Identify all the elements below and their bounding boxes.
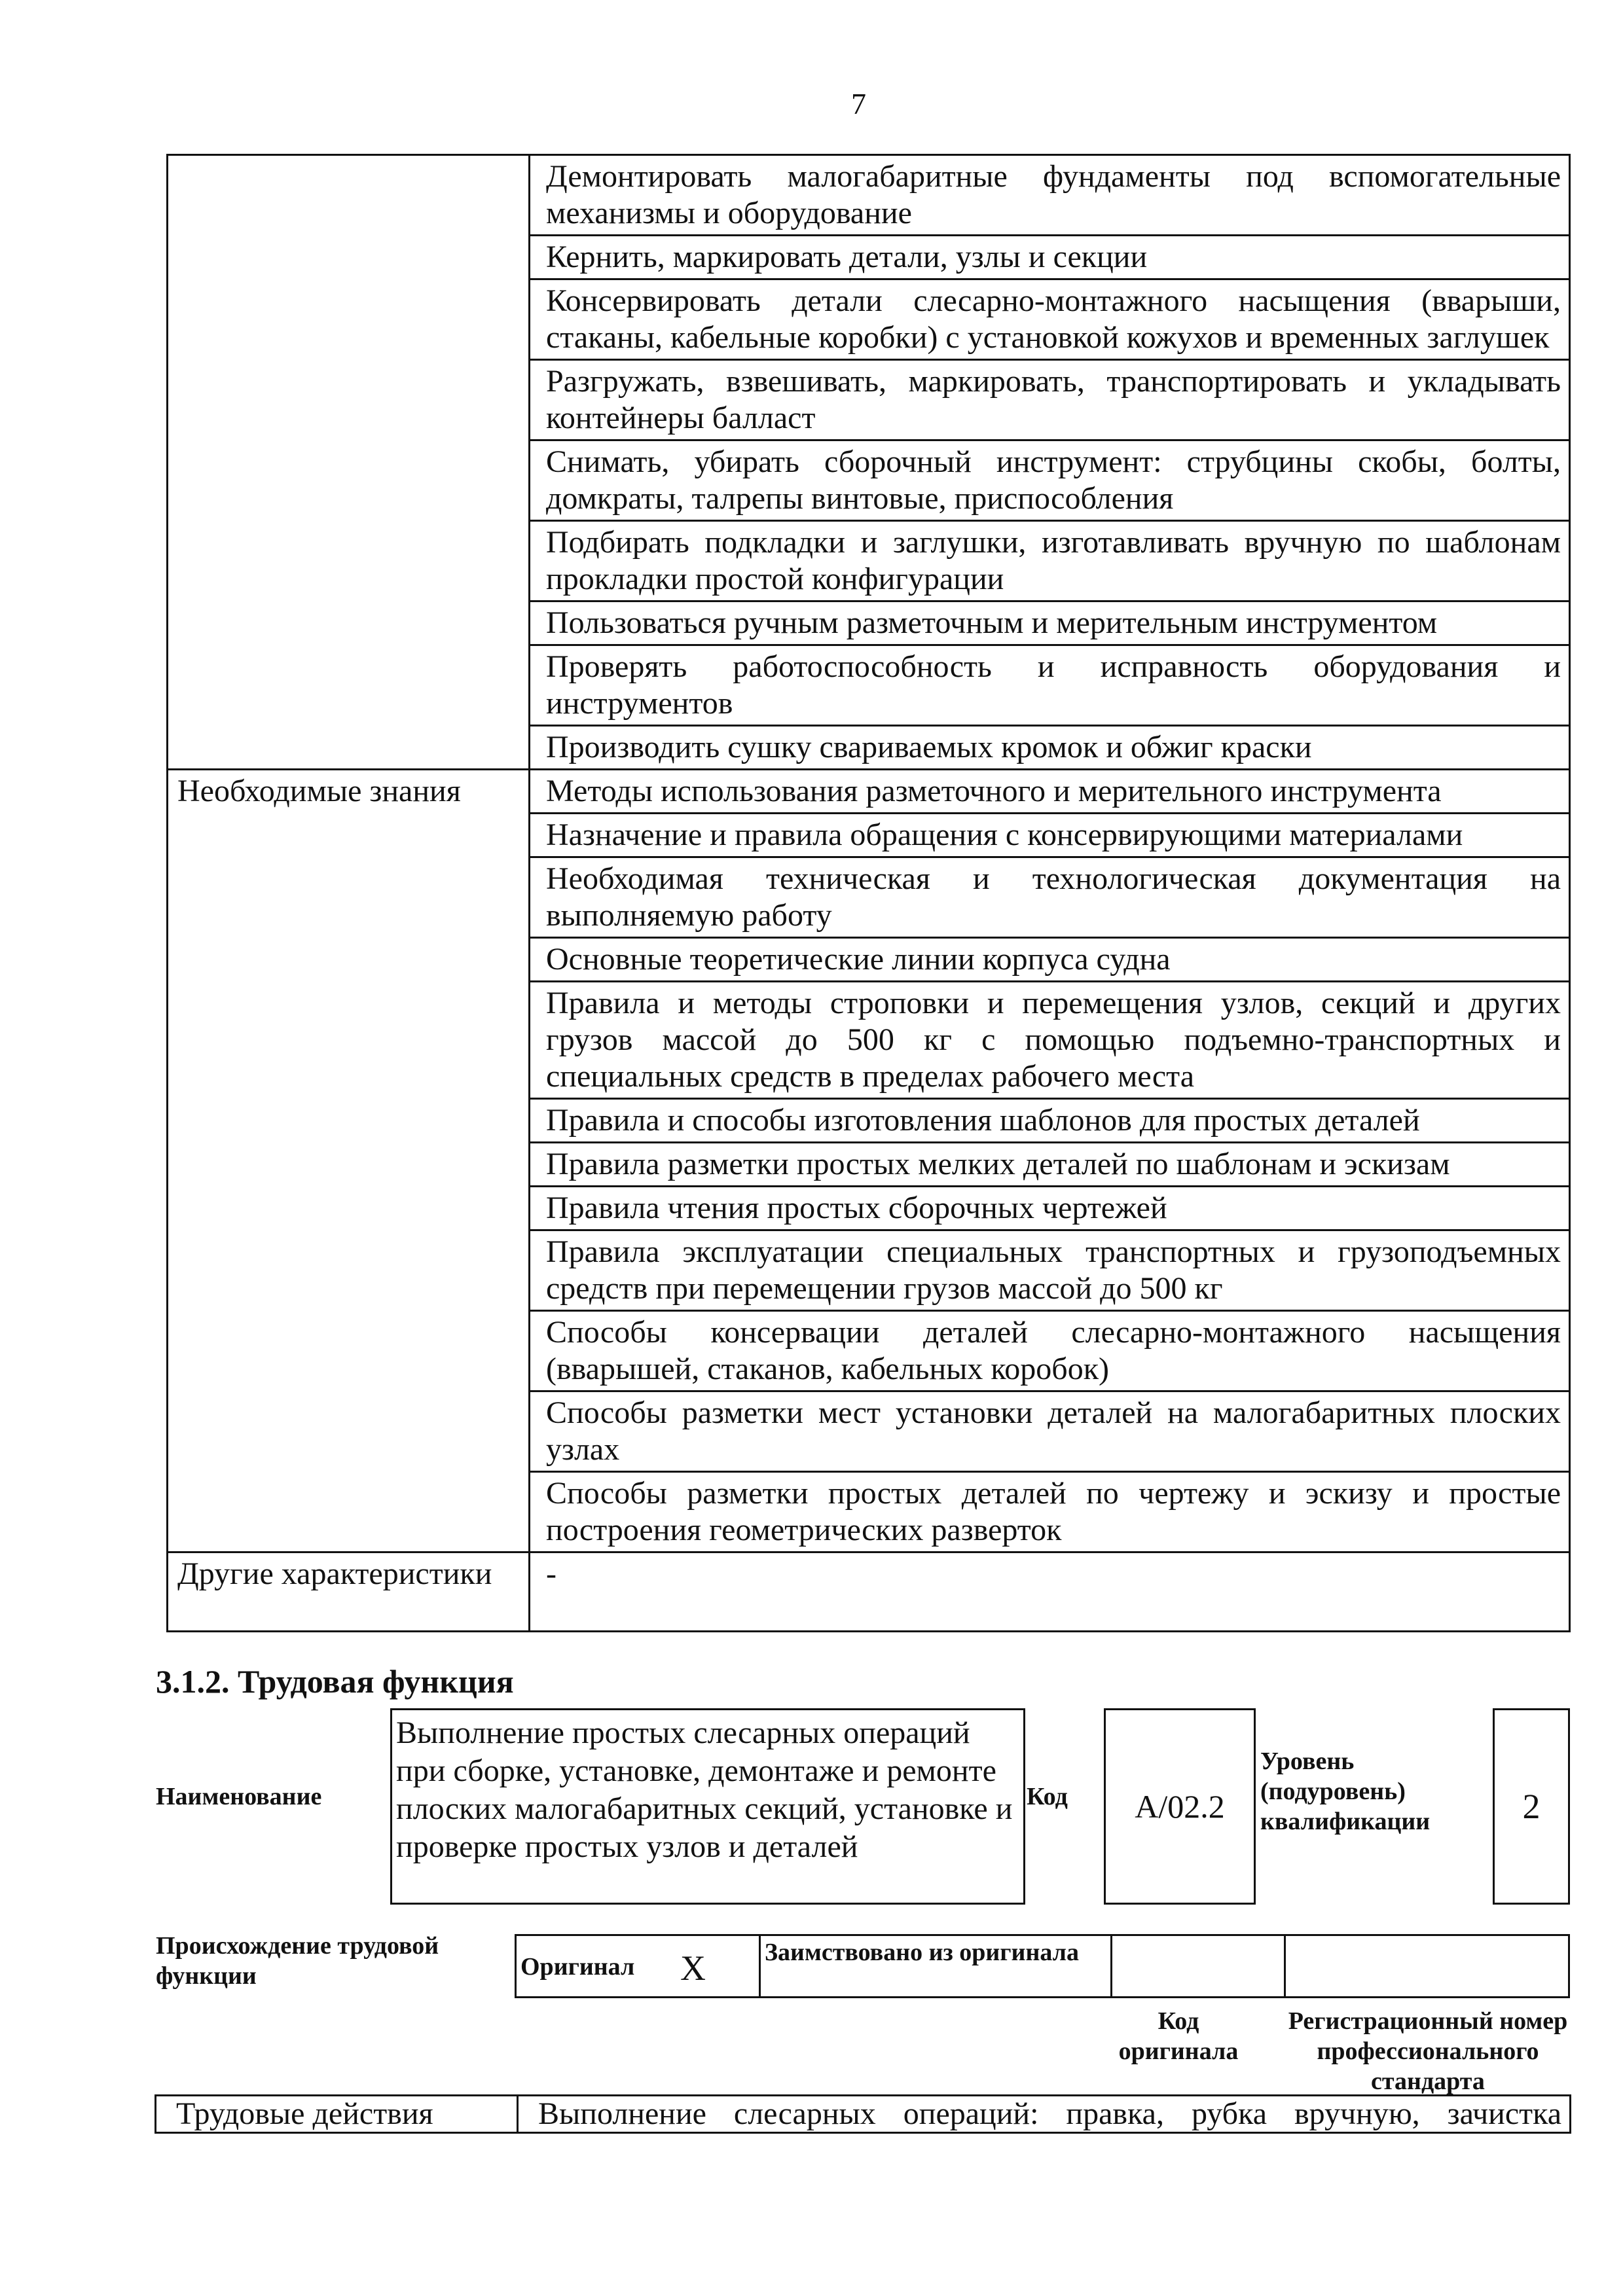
labor-actions-row bbox=[155, 2094, 1571, 2134]
knowledge-cell: Правила эксплуатации специальных транспортных и грузоподъемных средств при перемещении грузов массой до 500 кг bbox=[530, 1230, 1570, 1311]
skill-cell: Производить сушку свариваемых кромок и обжиг краски bbox=[530, 726, 1570, 770]
knowledge-cell: Правила разметки простых мелких деталей по шаблонам и эскизам bbox=[530, 1143, 1570, 1187]
code-label: Код bbox=[1027, 1783, 1068, 1810]
skill-cell: Пользоваться ручным разметочным и мерительным инструментом bbox=[530, 601, 1570, 645]
reg-number-cell bbox=[1284, 1934, 1570, 1998]
knowledge-cell: Правила и способы изготовления шаблонов для простых деталей bbox=[530, 1099, 1570, 1143]
original-mark: X bbox=[680, 1948, 706, 1988]
name-label: Наименование bbox=[156, 1783, 322, 1810]
code-original-cell bbox=[1110, 1934, 1286, 1998]
code-original-caption: Код оригинала bbox=[1118, 2007, 1239, 2065]
knowledge-cell: Способы консервации деталей слесарно-монтажного насыщения (вварышей, стаканов, кабельных коробок) bbox=[530, 1311, 1570, 1391]
other-value: - bbox=[530, 1552, 1570, 1632]
page-number: 7 bbox=[851, 87, 866, 120]
knowledge-label: Необходимые знания bbox=[168, 770, 530, 1552]
skill-cell: Демонтировать малогабаритные фундаменты под вспомогательные механизмы и оборудование bbox=[530, 155, 1570, 236]
origin-row bbox=[515, 1934, 1570, 1998]
borrowed-label: Заимствовано из оригинала bbox=[765, 1939, 1079, 1966]
labor-actions-label: Трудовые действия bbox=[155, 2094, 519, 2134]
skill-cell: Проверять работоспособность и исправность оборудования и инструментов bbox=[530, 645, 1570, 726]
labor-actions-value: Выполнение слесарных операций: правка, рубка вручную, зачистка bbox=[517, 2094, 1571, 2134]
requirements-table bbox=[166, 154, 1571, 1632]
code-value-box: A/02.2 bbox=[1104, 1708, 1256, 1905]
table-row bbox=[168, 1552, 1570, 1632]
level-label: Уровень (подуровень) квалификации bbox=[1260, 1748, 1431, 1835]
knowledge-cell: Способы разметки мест установки деталей на малогабаритных плоских узлах bbox=[530, 1391, 1570, 1472]
table-row bbox=[168, 770, 1570, 814]
knowledge-cell: Назначение и правила обращения с консервирующими материалами bbox=[530, 814, 1570, 857]
section-title: 3.1.2. Трудовая функция bbox=[156, 1663, 514, 1700]
table-row bbox=[168, 155, 1570, 236]
knowledge-cell: Правила чтения простых сборочных чертежей bbox=[530, 1187, 1570, 1230]
original-cell bbox=[515, 1934, 761, 1998]
empty-label-cell bbox=[168, 155, 530, 770]
knowledge-cell: Основные теоретические линии корпуса судна bbox=[530, 938, 1570, 982]
skill-cell: Снимать, убирать сборочный инструмент: струбцины скобы, болты, домкраты, талрепы винтовые, приспособления bbox=[530, 440, 1570, 521]
skill-cell: Разгружать, взвешивать, маркировать, транспортировать и укладывать контейнеры балласт bbox=[530, 360, 1570, 440]
origin-label: Происхождение трудовой функции bbox=[156, 1932, 439, 1990]
function-name-box: Выполнение простых слесарных операций при сборке, установке, демонтаже и ремонте плоских малогабаритных секций, установке и проверке простых узлов и деталей bbox=[390, 1708, 1025, 1905]
level-value-box: 2 bbox=[1493, 1708, 1570, 1905]
borrowed-cell bbox=[759, 1934, 1112, 1998]
skill-cell: Подбирать подкладки и заглушки, изготавливать вручную по шаблонам прокладки простой конфигурации bbox=[530, 521, 1570, 601]
knowledge-cell: Способы разметки простых деталей по чертежу и эскизу и простые построения геометрических разверток bbox=[530, 1472, 1570, 1552]
knowledge-cell: Методы использования разметочного и мерительного инструмента bbox=[530, 770, 1570, 814]
skill-cell: Консервировать детали слесарно-монтажного насыщения (вварыши, стаканы, кабельные коробки) с установкой кожухов и временных заглушек bbox=[530, 279, 1570, 360]
knowledge-cell: Правила и методы строповки и перемещения узлов, секций и других грузов массой до 500 кг с помощью подъемно-транспортных и специальных средств в пределах рабочего места bbox=[530, 982, 1570, 1099]
knowledge-cell: Необходимая техническая и технологическая документация на выполняемую работу bbox=[530, 857, 1570, 938]
skill-cell: Кернить, маркировать детали, узлы и секции bbox=[530, 236, 1570, 279]
original-label: Оригинал bbox=[520, 1953, 635, 1981]
other-label: Другие характеристики bbox=[168, 1552, 530, 1632]
reg-number-caption: Регистрационный номер профессионального стандарта bbox=[1288, 2007, 1568, 2095]
